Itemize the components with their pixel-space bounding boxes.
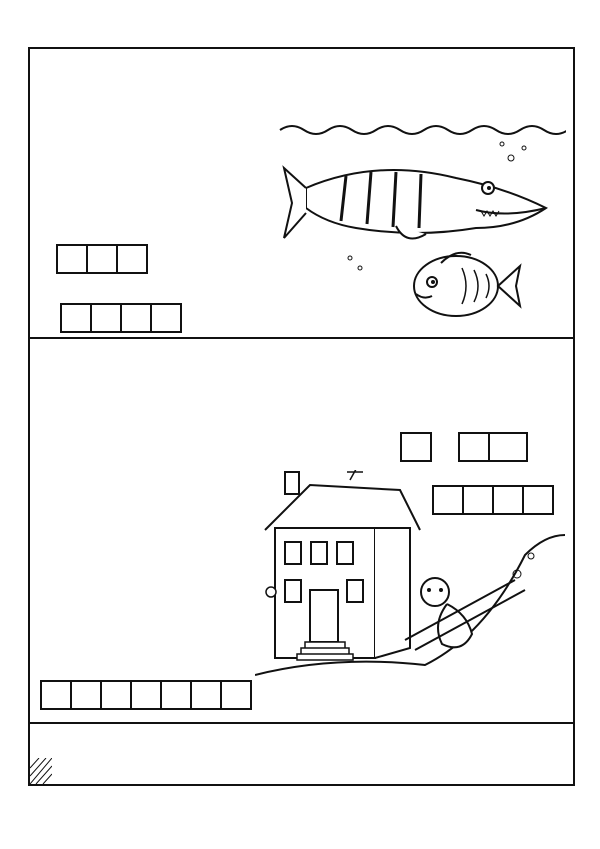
letter-box [488, 432, 528, 462]
corner-hatch-icon [30, 758, 52, 784]
letter-input-box[interactable] [60, 303, 92, 333]
word-leshch [56, 244, 146, 274]
letter-box [40, 680, 72, 710]
word-mysh [400, 432, 526, 462]
pike-and-bream-illustration [276, 118, 566, 338]
letter-box [100, 680, 132, 710]
letter-box [150, 303, 182, 333]
letter-input-box[interactable] [116, 244, 148, 274]
letter-box [220, 680, 252, 710]
letter-input-box[interactable] [458, 432, 490, 462]
poem-shchuka [38, 147, 46, 336]
word-shchuka [60, 303, 180, 333]
letter-box [90, 303, 122, 333]
letter-box [56, 244, 88, 274]
bottom-letter-grid [28, 724, 575, 786]
grid-row-top [28, 724, 575, 755]
house-and-skier-illustration [255, 470, 575, 680]
letter-box [70, 680, 102, 710]
letter-box [120, 303, 152, 333]
letter-box [400, 432, 432, 462]
letter-box [160, 680, 192, 710]
letter-box [86, 244, 118, 274]
word-podezd [40, 680, 250, 710]
letter-input-box[interactable] [130, 680, 162, 710]
grid-row-bottom [28, 755, 575, 786]
letter-box [190, 680, 222, 710]
